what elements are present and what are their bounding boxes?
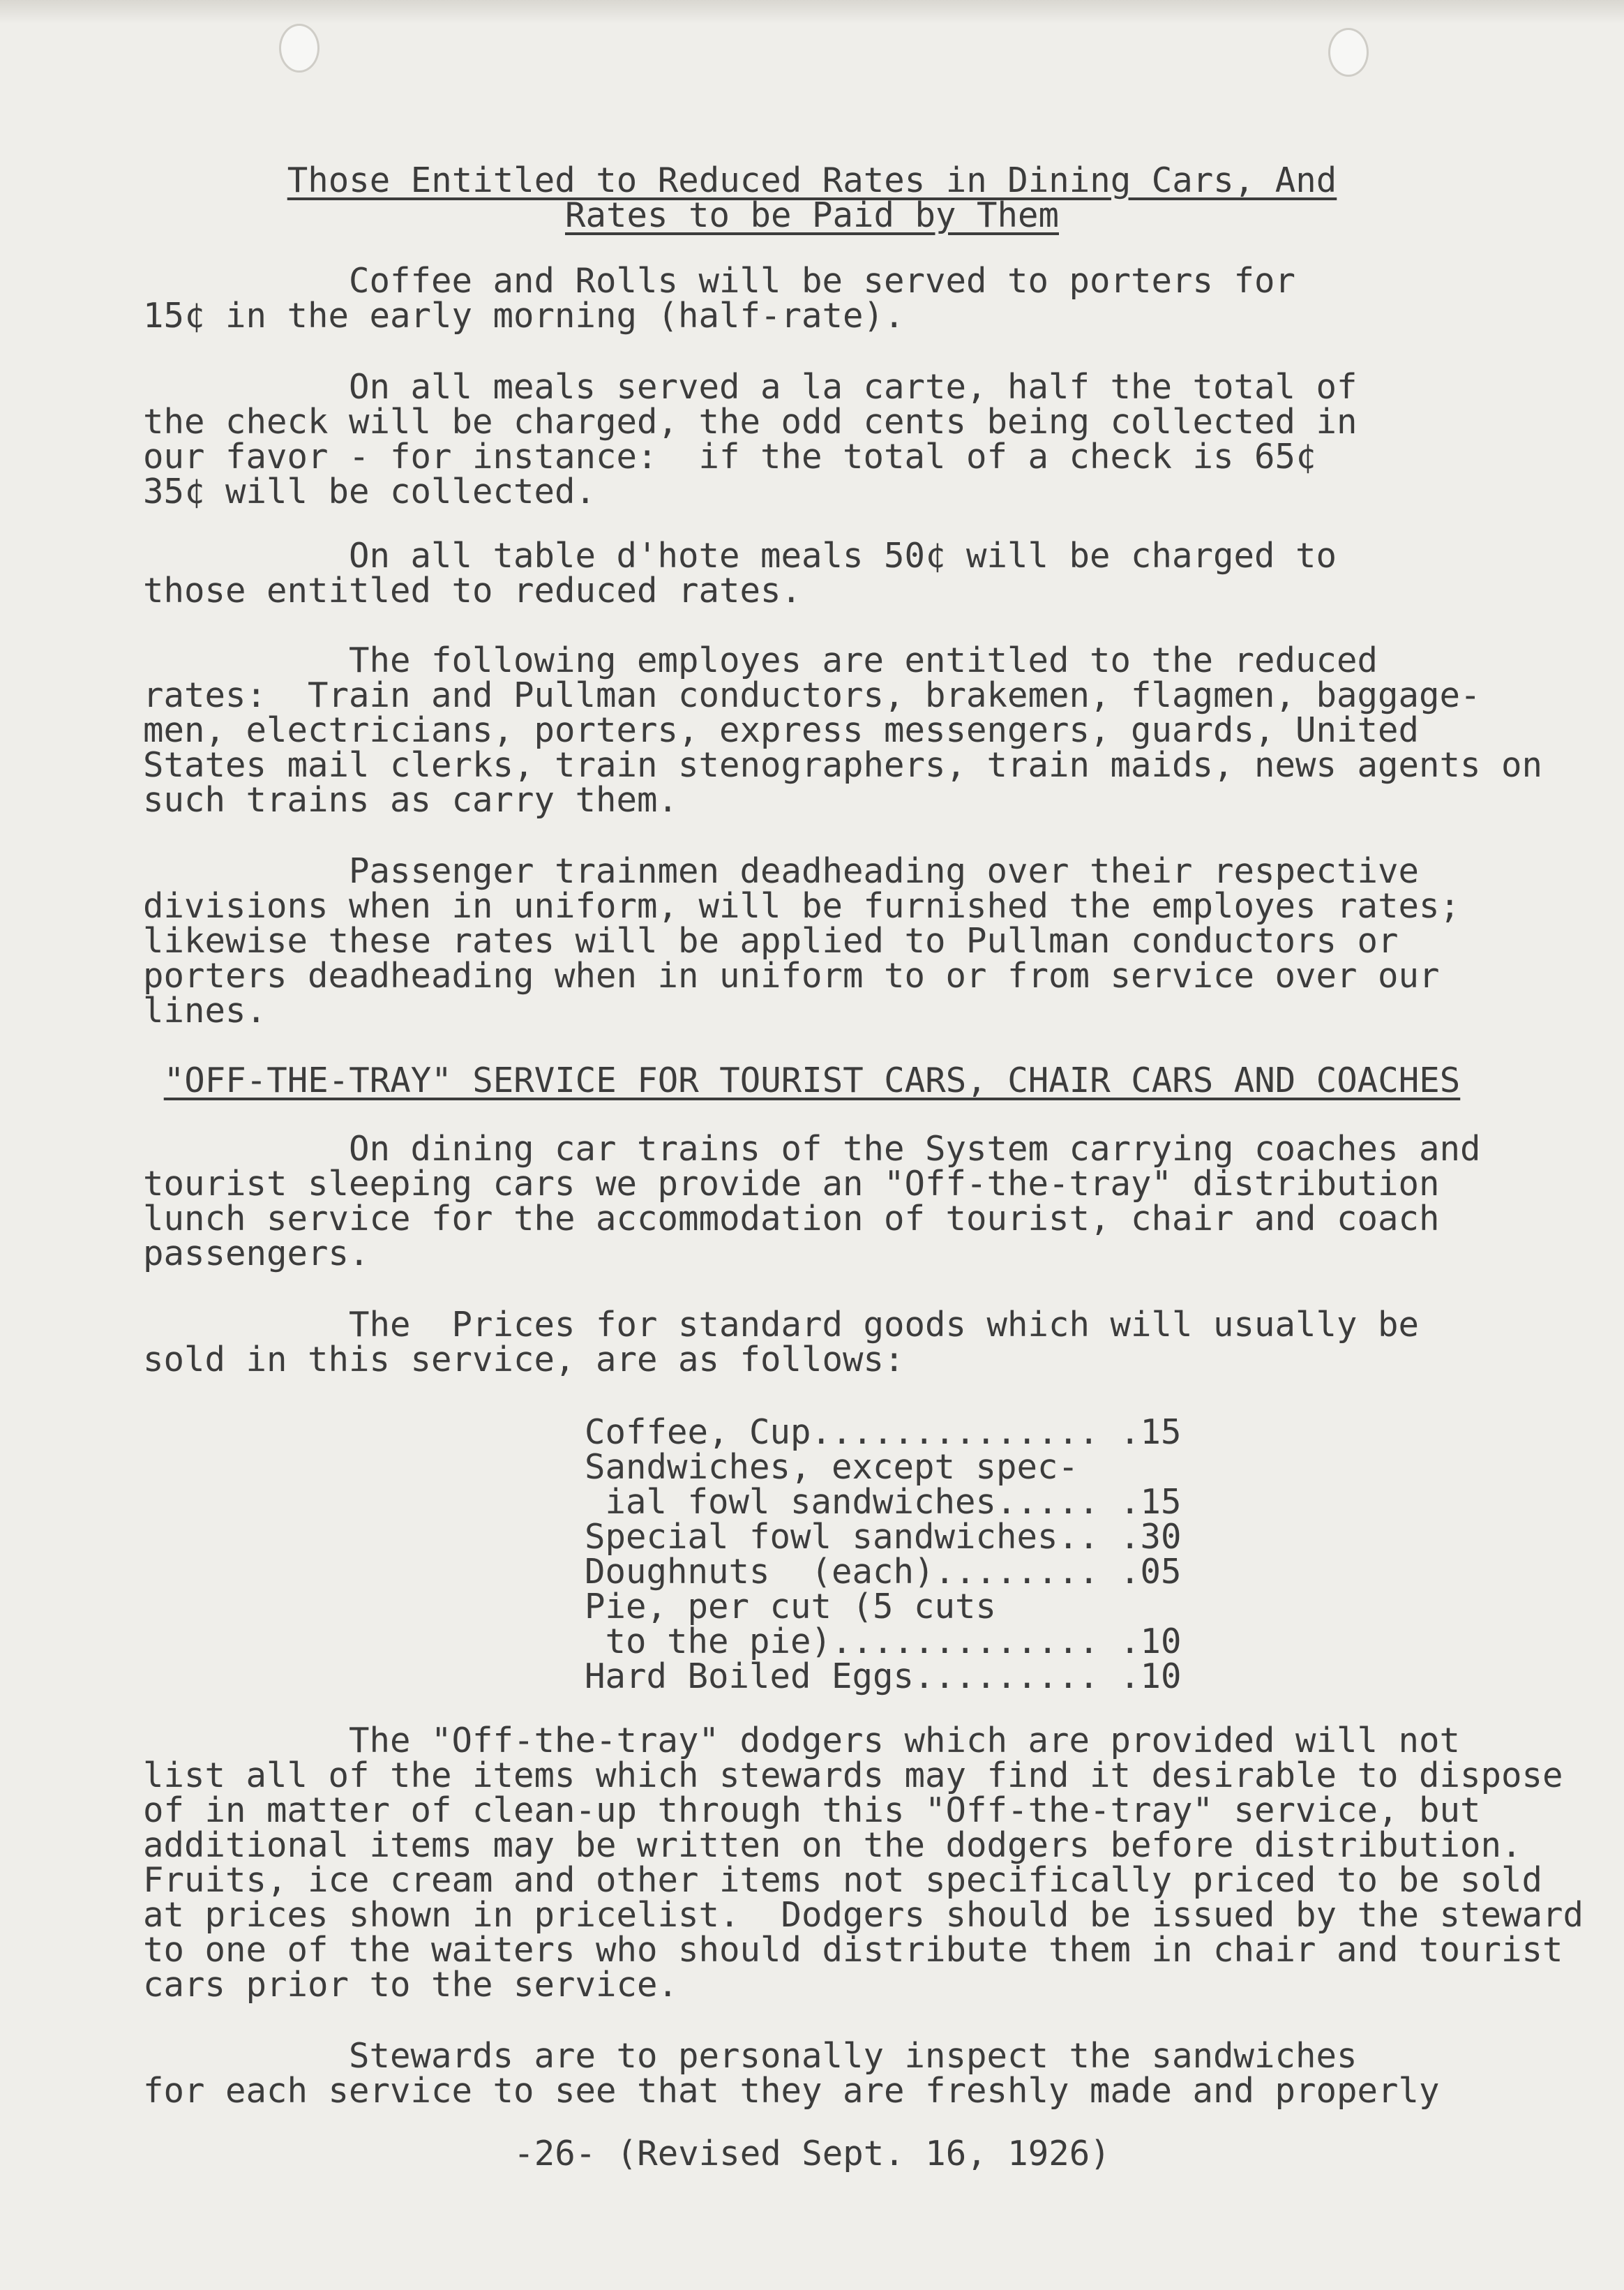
- price-row: Doughnuts (each)........ .05: [585, 1552, 1182, 1592]
- paragraph-prices-intro: The Prices for standard goods which will usually be sold in this service, are as follows:: [143, 1305, 1420, 1379]
- paragraph-coffee-rolls: Coffee and Rolls will be served to porters for 15¢ in the early morning (half-rate).: [143, 261, 1296, 336]
- punch-hole: [1328, 28, 1369, 77]
- section-heading-off-the-tray: "OFF-THE-TRAY" SERVICE FOR TOURIST CARS, CHAIR CARS AND COACHES: [163, 1061, 1461, 1100]
- paragraph-deadheading: Passenger trainmen deadheading over their respective divisions when in uniform, will be furnished the employes rates; likewise these rates will be applied to Pullman conductors or porters deadheading when in uniform to or from service over our lines.: [143, 851, 1461, 1031]
- price-row: Sandwiches, except spec-: [585, 1447, 1079, 1487]
- paragraph-off-the-tray-service: On dining car trains of the System carrying coaches and tourist sleeping cars we provide an "Off-the-tray" distribution lunch service for the accommodation of tourist, chair and coach passengers.: [143, 1129, 1481, 1273]
- paragraph-table-dhote: On all table d'hote meals 50¢ will be charged to those entitled to reduced rates.: [143, 536, 1337, 611]
- paragraph-entitled-employes: The following employes are entitled to the reduced rates: Train and Pullman conductors, brakemen, flagmen, baggage- men, electricians, porters, express messengers, guards, United States mail clerks, train stenographers, train maids, news agents on such trains as carry them.: [143, 641, 1543, 820]
- title-line-1: Those Entitled to Reduced Rates in Dining Cars, And: [287, 160, 1337, 200]
- price-row: Pie, per cut (5 cuts: [585, 1587, 997, 1626]
- price-row: Hard Boiled Eggs......... .10: [585, 1656, 1182, 1696]
- paragraph-sandwich-inspection: Stewards are to personally inspect the sandwiches for each service to see that they are freshly made and properly: [143, 2036, 1440, 2111]
- paragraph-a-la-carte: On all meals served a la carte, half the total of the check will be charged, the odd cents being collected in our favor - for instance: if the total of a check is 65¢ 35¢ will be collected.: [143, 367, 1358, 511]
- title-line-2: Rates to be Paid by Them: [564, 195, 1059, 235]
- price-list: [585, 1412, 1182, 1696]
- price-row: Special fowl sandwiches.. .30: [585, 1517, 1182, 1557]
- punch-hole: [279, 24, 319, 73]
- price-row: ial fowl sandwiches..... .15: [585, 1482, 1182, 1522]
- page-footer: -26- (Revised Sept. 16, 1926): [513, 2134, 1111, 2173]
- torn-top-edge: [0, 0, 1624, 24]
- paragraph-dodgers: The "Off-the-tray" dodgers which are provided will not list all of the items which stewards may find it desirable to dispose of in matter of clean-up through this "Off-the-tray" service, but additional items may be written on the dodgers before distribution. Fruits, ice cream and other items not specifically priced to be sold at prices shown in pricelist. Dodgers should be issued by the steward to one of the waiters who should distribute them in chair and tourist cars prior to the service.: [143, 1721, 1584, 2005]
- price-row: to the pie)............. .10: [585, 1622, 1182, 1661]
- price-row: Coffee, Cup.............. .15: [585, 1412, 1182, 1452]
